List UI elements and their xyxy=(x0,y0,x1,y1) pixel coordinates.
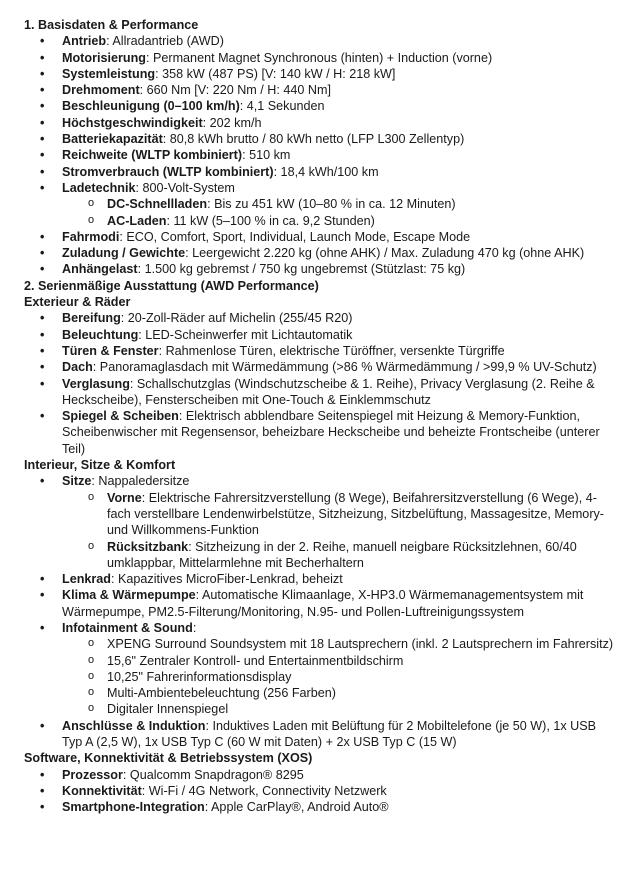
spec-value: : 80,8 kWh brutto / 80 kWh netto (LFP L300 Zellentyp) xyxy=(162,132,465,147)
spec-value: : 18,4 kWh/100 km xyxy=(273,164,379,179)
spec-key: Beleuchtung xyxy=(62,327,139,342)
spec-value: : Wi-Fi / 4G Network, Connectivity Netzwerk xyxy=(141,783,387,798)
spec-key: Stromverbrauch (WLTP kombiniert) xyxy=(62,164,274,179)
spec-key: Anschlüsse & Induktion xyxy=(62,718,206,733)
spec-item xyxy=(24,229,628,245)
spec-item xyxy=(24,718,628,751)
section-heading: 2. Serienmäßige Ausstattung (AWD Performance) xyxy=(24,278,319,293)
spec-list xyxy=(24,473,628,750)
spec-subitem xyxy=(24,669,628,685)
spec-subvalue: 15,6" Zentraler Kontroll- und Entertainmentbildschirm xyxy=(107,653,404,668)
spec-subitem xyxy=(24,636,628,652)
spec-item xyxy=(24,587,628,620)
spec-item xyxy=(24,310,628,326)
spec-item xyxy=(24,131,628,147)
spec-key: Drehmoment xyxy=(62,83,140,98)
spec-value: : 660 Nm [V: 220 Nm / H: 440 Nm] xyxy=(139,83,331,98)
spec-subvalue: : Bis zu 451 kW (10–80 % in ca. 12 Minuten) xyxy=(207,197,456,212)
spec-key: Infotainment & Sound xyxy=(62,620,193,635)
spec-item xyxy=(24,261,628,277)
spec-value: : Schallschutzglas (Windschutzscheibe & 1. Reihe), Privacy Verglasung (2. Reihe & Heckscheibe), Fensterscheiben mit One-Touch & Einklemmschutz xyxy=(62,376,595,407)
spec-subitem xyxy=(24,685,628,701)
spec-item xyxy=(24,164,628,180)
spec-value: : Apple CarPlay®, Android Auto® xyxy=(204,800,389,815)
spec-subitem xyxy=(24,539,628,572)
spec-key: Batteriekapazität xyxy=(62,132,163,147)
spec-subvalue: : Sitzheizung in der 2. Reihe, manuell neigbare Rücksitzlehnen, 60/40 umklappbar, Mittelarmlehne mit Becherhaltern xyxy=(107,539,577,570)
spec-key: Reichweite (WLTP kombiniert) xyxy=(62,148,243,163)
spec-item xyxy=(24,327,628,343)
spec-value: : Permanent Magnet Synchronous (hinten) + Induction (vorne) xyxy=(145,50,493,65)
spec-key: Zuladung / Gewichte xyxy=(62,246,186,261)
spec-value: : Rahmenlose Türen, elektrische Türöffner, versenkte Türgriffe xyxy=(158,343,505,358)
spec-key: Türen & Fenster xyxy=(62,343,159,358)
spec-item xyxy=(24,376,628,409)
spec-item xyxy=(24,50,628,66)
spec-item xyxy=(24,359,628,375)
spec-subvalue: : Elektrische Fahrersitzverstellung (8 Wege), Beifahrersitzverstellung (6 Wege), 4-fach verstellbare Lendenwirbelstütze, Sitzheizung, Sitzbelüftung, Massagesitze, Memory- und Willkommens-Funktion xyxy=(107,490,604,538)
spec-item xyxy=(24,620,628,636)
spec-item xyxy=(24,408,628,457)
spec-key: Bereifung xyxy=(62,311,121,326)
spec-subitem xyxy=(24,701,628,717)
spec-key: Spiegel & Scheiben xyxy=(62,409,179,424)
spec-key: Sitze xyxy=(62,474,92,489)
spec-value: : 510 km xyxy=(242,148,291,163)
spec-subvalue: Multi-Ambientebeleuchtung (256 Farben) xyxy=(107,686,336,701)
spec-list xyxy=(24,310,628,457)
spec-key: Anhängelast xyxy=(62,262,138,277)
spec-subitem xyxy=(24,490,628,539)
spec-list xyxy=(24,767,628,816)
spec-subkey: Rücksitzbank xyxy=(107,539,189,554)
spec-item xyxy=(24,147,628,163)
spec-subvalue: : 11 kW (5–100 % in ca. 9,2 Stunden) xyxy=(166,213,375,228)
subsection-heading: Interieur, Sitze & Komfort xyxy=(24,458,176,473)
spec-value: : 202 km/h xyxy=(202,115,262,130)
spec-item xyxy=(24,783,628,799)
spec-key: Klima & Wärmepumpe xyxy=(62,588,196,603)
spec-value: : 358 kW (487 PS) [V: 140 kW / H: 218 kW] xyxy=(155,66,396,81)
spec-key: Dach xyxy=(62,360,93,375)
spec-item xyxy=(24,767,628,783)
spec-item xyxy=(24,98,628,114)
spec-value: : LED-Scheinwerfer mit Lichtautomatik xyxy=(138,327,353,342)
section-heading: 1. Basisdaten & Performance xyxy=(24,18,199,32)
spec-item xyxy=(24,180,628,196)
spec-value: : Nappaledersitze xyxy=(91,474,190,489)
spec-subkey: DC-Schnellladen xyxy=(107,197,208,212)
spec-value: : Induktives Laden mit Belüftung für 2 Mobiltelefone (je 50 W), 1x USB Typ A (2,5 W), 1x USB Typ C (60 W mit Daten) + 2x USB Typ C (15 W) xyxy=(62,718,597,750)
spec-value: : Elektrisch abblendbare Seitenspiegel mit Heizung & Memory-Funktion, Scheibenwischer mit Regensensor, beheizbare Heckscheibe und beheizte Frontscheibe (unterer Teil) xyxy=(62,409,600,456)
spec-value: : ECO, Comfort, Sport, Individual, Launch Mode, Escape Mode xyxy=(119,229,471,244)
spec-item xyxy=(24,473,628,489)
spec-list xyxy=(24,33,628,277)
spec-subkey: Vorne xyxy=(107,490,142,505)
spec-item xyxy=(24,33,628,49)
spec-item xyxy=(24,343,628,359)
spec-item xyxy=(24,571,628,587)
spec-key: Beschleunigung (0–100 km/h) xyxy=(62,99,240,114)
spec-value: : Panoramaglasdach mit Wärmedämmung (>86 % Wärmedämmung / >99,9 % UV-Schutz) xyxy=(92,360,597,375)
spec-item xyxy=(24,799,628,815)
spec-value: : Kapazitives MicroFiber-Lenkrad, beheizt xyxy=(111,572,343,587)
spec-subvalue: XPENG Surround Soundsystem mit 18 Lautsprechern (inkl. 2 Lautsprechern im Fahrersitz) xyxy=(107,637,614,652)
spec-subitem xyxy=(24,213,628,229)
spec-key: Smartphone-Integration xyxy=(62,800,205,815)
subsection-heading: Exterieur & Räder xyxy=(24,295,131,310)
spec-key: Motorisierung xyxy=(62,50,146,65)
spec-subitem xyxy=(24,196,628,212)
spec-value: : Automatische Klimaanlage, X-HP3.0 Wärmemanagementsystem mit Wärmepumpe, PM2.5-Filterung/Monitoring, N.95- und Pollen-Luftreinigungssystem xyxy=(62,588,584,619)
spec-key: Lenkrad xyxy=(62,572,111,587)
spec-key: Verglasung xyxy=(62,376,130,391)
spec-value: : 20-Zoll-Räder auf Michelin (255/45 R20) xyxy=(120,311,353,326)
spec-value: : 1.500 kg gebremst / 750 kg ungebremst (Stützlast: 75 kg) xyxy=(137,262,466,277)
spec-subvalue: Digitaler Innenspiegel xyxy=(107,702,229,717)
spec-key: Fahrmodi xyxy=(62,229,120,244)
spec-key: Konnektivität xyxy=(62,783,142,798)
spec-value: : 4,1 Sekunden xyxy=(239,99,325,114)
spec-value: : 800-Volt-System xyxy=(135,180,235,195)
spec-key: Höchstgeschwindigkeit xyxy=(62,115,203,130)
spec-item xyxy=(24,66,628,82)
spec-key: Systemleistung xyxy=(62,66,156,81)
spec-subvalue: 10,25" Fahrerinformationsdisplay xyxy=(107,669,292,684)
spec-item xyxy=(24,245,628,261)
subsection-heading: Software, Konnektivität & Betriebssystem (XOS) xyxy=(24,751,313,766)
spec-key: Ladetechnik xyxy=(62,180,136,195)
spec-item xyxy=(24,82,628,98)
spec-value: : Allradantrieb (AWD) xyxy=(106,34,224,49)
spec-subitem xyxy=(24,653,628,669)
spec-value: : Qualcomm Snapdragon® 8295 xyxy=(122,767,304,782)
spec-value: : Leergewicht 2.220 kg (ohne AHK) / Max. Zuladung 470 kg (ohne AHK) xyxy=(185,246,585,261)
spec-key: Prozessor xyxy=(62,767,123,782)
spec-item xyxy=(24,115,628,131)
spec-subkey: AC-Laden xyxy=(107,213,167,228)
spec-value: : xyxy=(192,620,197,635)
spec-key: Antrieb xyxy=(62,34,107,49)
